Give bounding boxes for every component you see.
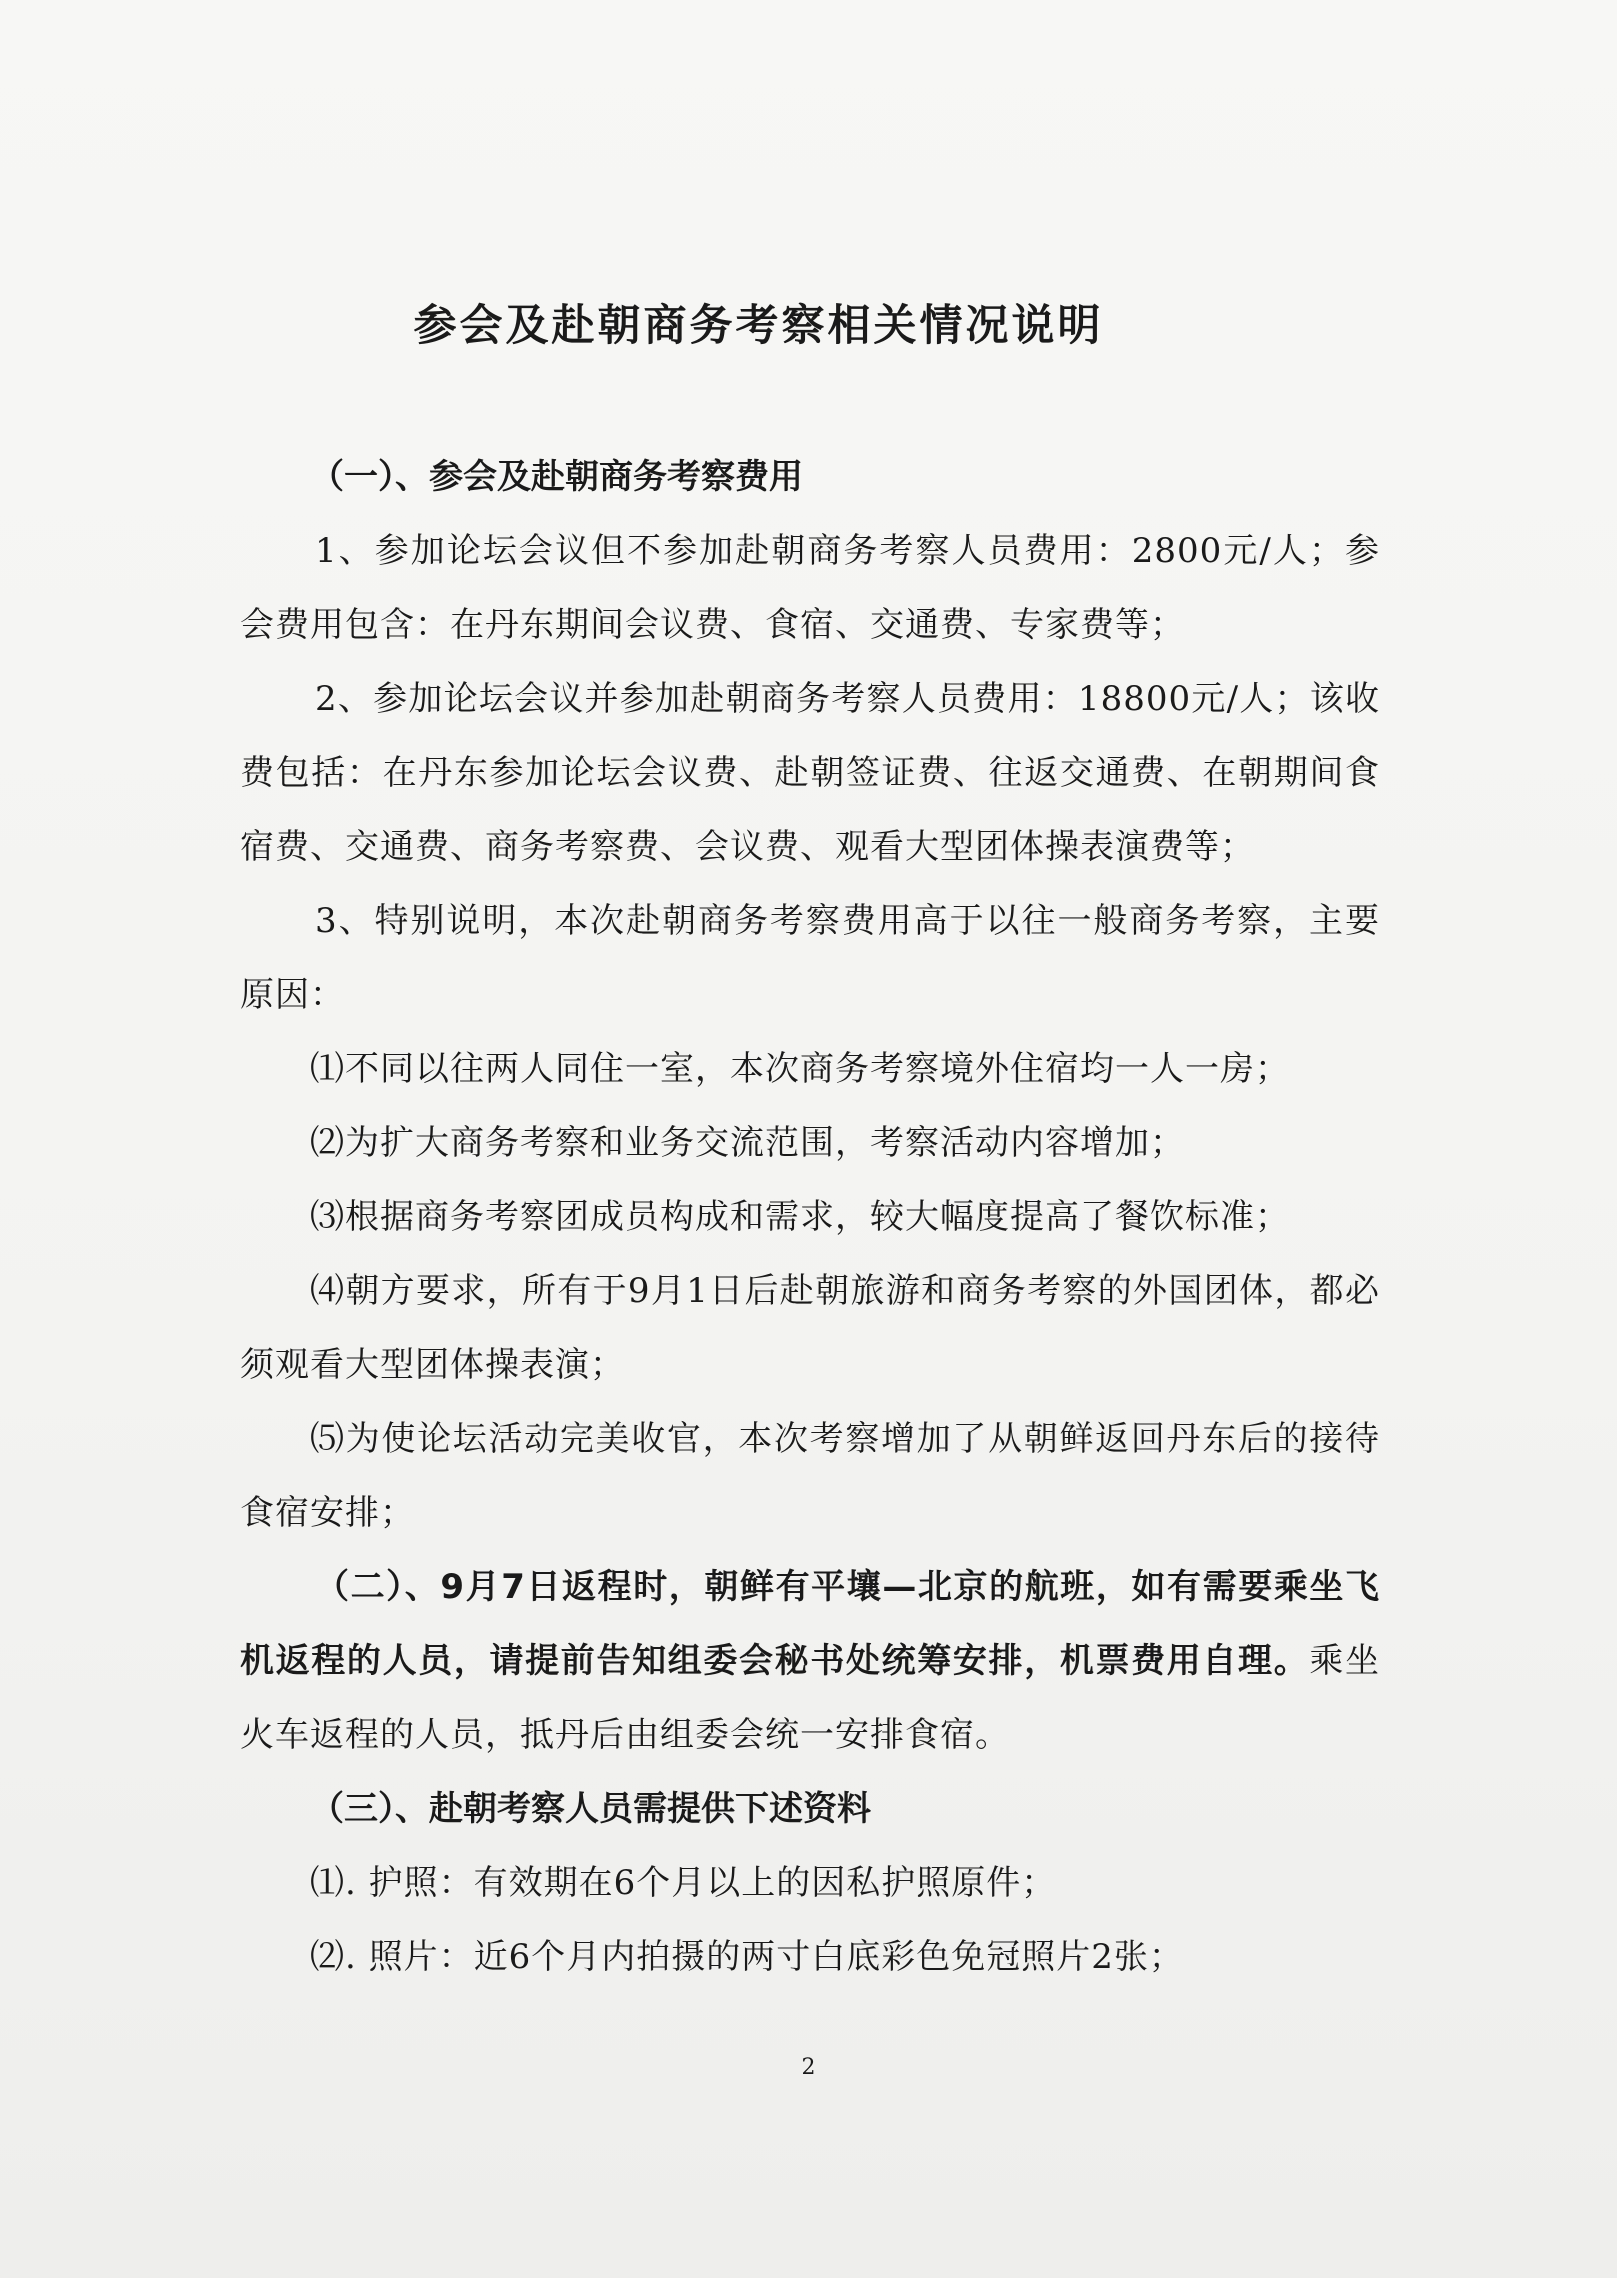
section-2-bold-text: （二）、9月7日返程时，朝鲜有平壤—北京的航班，如有需要乘坐飞机返程的人员，请提前告知组委会秘书处统筹安排，机票费用自理。: [240, 1567, 1380, 1681]
reason-item-1: ⑴不同以往两人同住一室，本次商务考察境外住宿均一人一房；: [310, 1049, 1290, 1089]
material-item-2: ⑵. 照片：近6个月内拍摄的两寸白底彩色免冠照片2张；: [310, 1937, 1184, 1977]
fee-paragraph-1: 1、参加论坛会议但不参加赴朝商务考察人员费用：2800元/人；参会费用包含：在丹东期间会议费、食宿、交通费、专家费等；: [240, 531, 1380, 645]
material-item-1: ⑴. 护照：有效期在6个月以上的因私护照原件；: [310, 1863, 1057, 1903]
document-body: [240, 440, 1380, 1994]
fee-paragraph-2: 2、参加论坛会议并参加赴朝商务考察人员费用：18800元/人；该收费包括：在丹东参加论坛会议费、赴朝签证费、往返交通费、在朝期间食宿费、交通费、商务考察费、会议费、观看大型团体操表演费等；: [240, 679, 1380, 867]
reason-item-5: ⑸为使论坛活动完美收官，本次考察增加了从朝鲜返回丹东后的接待食宿安排；: [240, 1419, 1380, 1533]
page-number: 2: [801, 2055, 816, 2080]
reason-item-2: ⑵为扩大商务考察和业务交流范围，考察活动内容增加；: [310, 1123, 1185, 1163]
section-3-heading: （三）、赴朝考察人员需提供下述资料: [310, 1789, 871, 1829]
document-title: 参会及赴朝商务考察相关情况说明: [413, 301, 1104, 351]
section-2-normal-text: 乘坐火车返程的人员，抵丹后由组委会统一安排食宿。: [240, 1641, 1381, 1755]
reason-item-4: ⑷朝方要求，所有于9月1日后赴朝旅游和商务考察的外国团体，都必须观看大型团体操表演；: [240, 1271, 1380, 1385]
section-2-paragraph: [240, 1550, 1380, 1772]
reason-item-3: ⑶根据商务考察团成员构成和需求，较大幅度提高了餐饮标准；: [310, 1197, 1290, 1237]
fee-paragraph-3: 3、特别说明，本次赴朝商务考察费用高于以往一般商务考察，主要原因：: [240, 901, 1380, 1015]
section-1-heading: （一）、参会及赴朝商务考察费用: [310, 457, 803, 497]
